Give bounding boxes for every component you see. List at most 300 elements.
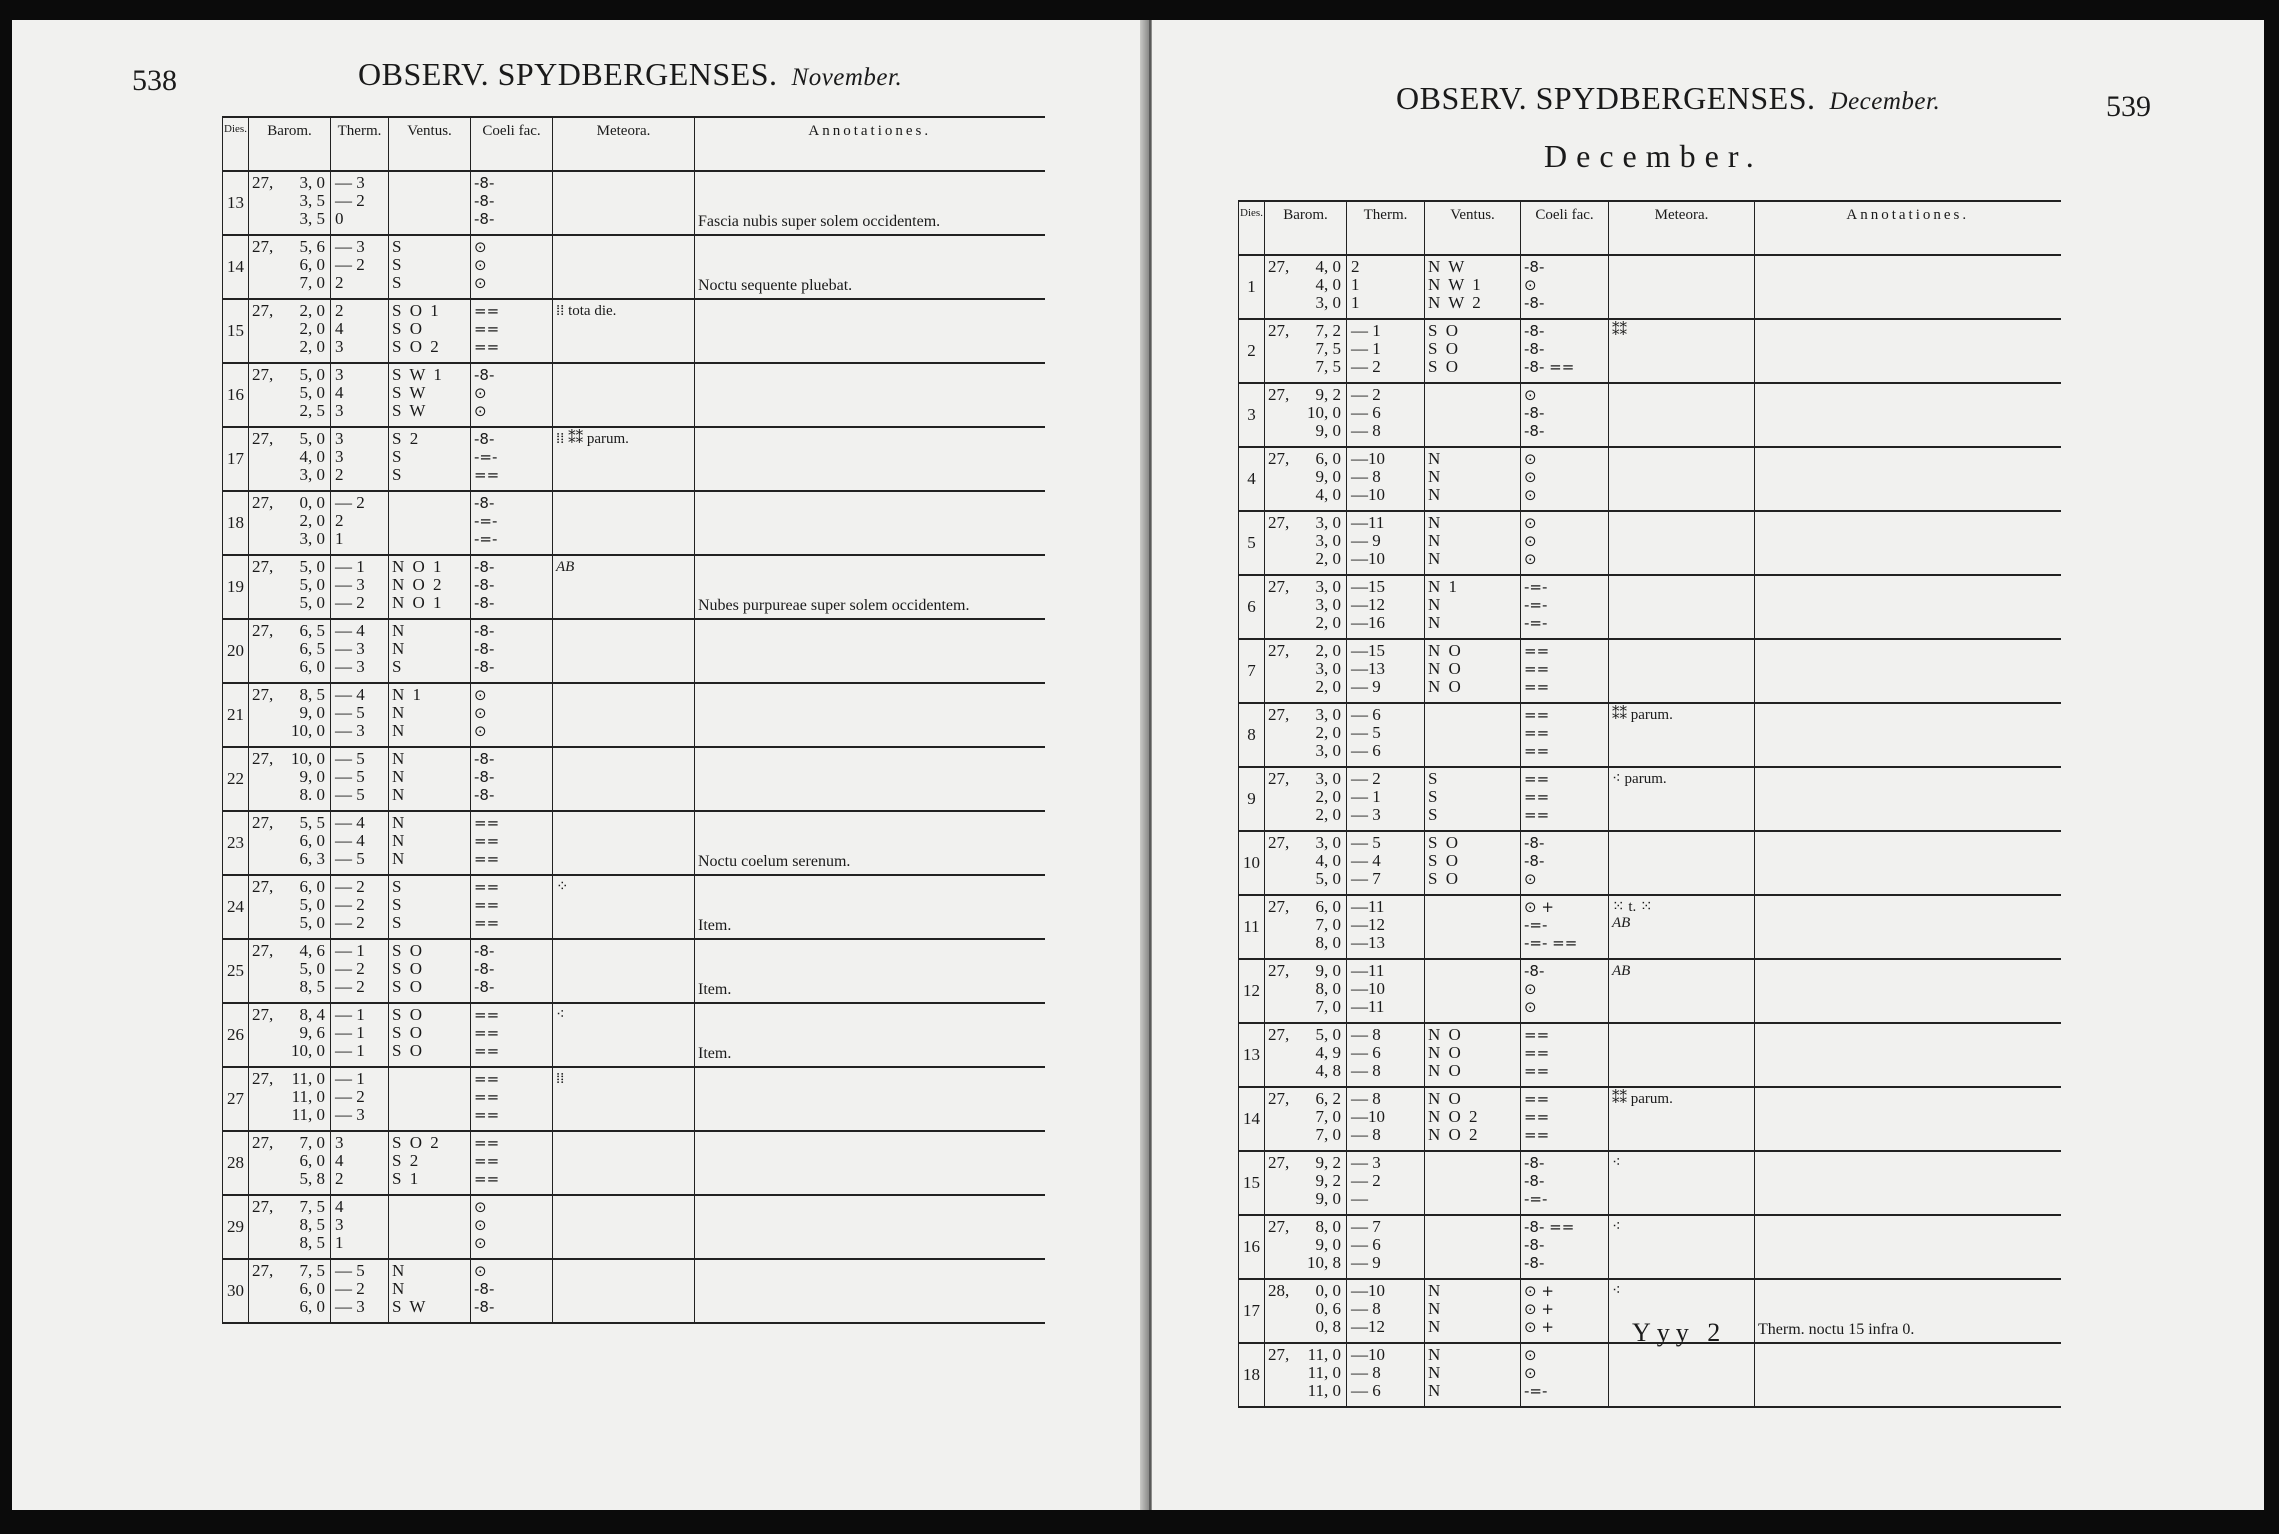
sky-reading: ⊙ [1524,532,1537,550]
barometer-inches: 27, [1268,513,1290,532]
therm-reading: — 6 [1351,705,1381,724]
wind-reading: S O [392,1041,424,1060]
barometer-cell [249,427,331,491]
barometer-cell [249,299,331,363]
sky-cell [1521,703,1609,767]
therm-reading: — 8 [1351,1125,1381,1144]
wind-reading: N [1428,549,1443,568]
baro-reading: 9, 0 [299,703,325,722]
barometer-cell [1265,1279,1347,1343]
day-row [223,1131,1045,1195]
day-number: 15 [223,299,249,363]
barometer-cell [249,811,331,875]
day-row [223,875,1045,939]
sky-reading: == [474,338,500,356]
baro-reading: 5, 0 [299,365,325,384]
sky-reading: == [1524,724,1550,742]
day-number: 4 [1239,447,1265,511]
wind-reading: N [1428,1363,1443,1382]
therm-reading: 1 [335,529,344,548]
day-row [1239,1023,2061,1087]
wind-reading [1428,962,1517,980]
therm-reading: — 3 [335,173,365,192]
therm-reading: — 2 [1351,385,1381,404]
wind-reading: N [392,849,407,868]
sky-reading: ⊙ + [1524,1282,1554,1300]
baro-reading: 2, 0 [1315,677,1341,696]
baro-reading: 2, 0 [1315,549,1341,568]
november-observation-table [222,116,1045,1324]
baro-reading: 9, 2 [1315,1153,1341,1172]
meteora-text: ⁖ [1612,1155,1621,1171]
day-number: 17 [223,427,249,491]
baro-reading: 5, 0 [1315,869,1341,888]
sky-cell [1521,255,1609,319]
meteora-cell [1609,255,1755,319]
day-row [1239,767,2061,831]
day-row [223,811,1045,875]
annotation-cell [1755,831,2061,895]
sky-reading: == [474,1088,500,1106]
column-header-thermometer: Therm. [1347,201,1425,255]
baro-reading: 11, 0 [291,1069,325,1088]
sky-reading: -8- [474,960,495,978]
therm-reading: —12 [1351,915,1385,934]
sky-reading: == [474,302,500,320]
sky-reading: ⊙ [1524,550,1537,568]
right-running-head-title: OBSERV. SPYDBERGENSES. [1396,80,1816,116]
wind-cell [1425,447,1521,511]
therm-reading: 3 [335,1133,344,1152]
sky-reading: -=- == [1524,934,1578,952]
day-row [223,1003,1045,1067]
therm-reading: —11 [1351,997,1385,1016]
baro-reading: 0, 0 [299,493,325,512]
barometer-inches: 27, [252,1261,274,1280]
therm-reading: — 1 [335,557,365,576]
day-row [1239,639,2061,703]
wind-reading: S O [1428,869,1460,888]
therm-reading: 2 [335,511,344,530]
barometer-inches: 27, [252,557,274,576]
day-number: 7 [1239,639,1265,703]
day-number: 22 [223,747,249,811]
therm-reading: — 7 [1351,1217,1381,1236]
sky-reading: ⊙ [474,704,487,722]
day-row [1239,1087,2061,1151]
barometer-cell [249,747,331,811]
day-row [223,427,1045,491]
baro-reading: 0, 0 [1315,1281,1341,1300]
left-page-number: 538 [132,64,177,97]
wind-reading: N [1428,467,1443,486]
column-header-wind: Ventus. [1425,201,1521,255]
meteora-text: ⁙ t. ⁙ [1612,899,1653,915]
meteora-ab-mark: AB [556,559,575,575]
baro-reading: 0, 8 [1315,1317,1341,1336]
sky-cell [1521,959,1609,1023]
wind-reading: S W [392,1297,428,1316]
sky-cell [1521,1023,1609,1087]
wind-cell [389,875,471,939]
baro-reading: 10, 8 [1307,1253,1341,1272]
annotation-cell: Noctu sequente pluebat. [695,235,1045,299]
day-number: 28 [223,1131,249,1195]
wind-reading: N [392,749,407,768]
sky-cell [471,1003,553,1067]
baro-reading: 8, 5 [299,685,325,704]
therm-reading: 2 [335,273,344,292]
sky-reading: -8- [474,430,495,448]
sky-reading: == [1524,1108,1550,1126]
annotation-cell [1755,959,2061,1023]
baro-reading: 9, 0 [1315,961,1341,980]
wind-reading [1428,1154,1517,1172]
sky-reading: == [474,1134,500,1152]
barometer-inches: 27, [1268,449,1290,468]
sky-reading: -8- [474,640,495,658]
day-row [1239,575,2061,639]
wind-reading: N [1428,531,1443,550]
therm-reading: — 1 [335,1005,365,1024]
meteora-cell [1609,1087,1755,1151]
wind-reading [392,1070,467,1088]
baro-reading: 10, 0 [291,749,325,768]
wind-reading: N [392,1261,407,1280]
sky-reading: ⊙ [474,274,487,292]
thermometer-cell [1347,959,1425,1023]
wind-cell [389,363,471,427]
meteora-cell [1609,1151,1755,1215]
day-row [223,555,1045,619]
wind-reading [1428,998,1517,1016]
sky-cell [471,363,553,427]
wind-cell [1425,383,1521,447]
wind-reading: S [392,465,404,484]
baro-reading: 9, 2 [1315,385,1341,404]
barometer-cell [249,1067,331,1131]
meteora-cell [1609,1023,1755,1087]
meteora-text: ⁖ [556,1007,565,1023]
baro-reading: 5, 0 [299,959,325,978]
sky-reading: ⊙ [474,1234,487,1252]
therm-reading: 1 [335,1233,344,1252]
wind-reading: S O 1 [392,301,441,320]
day-row [223,363,1045,427]
wind-cell [389,235,471,299]
baro-reading: 4, 0 [1315,485,1341,504]
therm-reading: — 8 [1351,1299,1381,1318]
meteora-text: ⁞⁞ ⁑⁑ parum. [556,431,629,447]
baro-reading: 3, 0 [1315,595,1341,614]
sky-reading: == [474,1070,500,1088]
therm-reading: — 7 [1351,869,1381,888]
wind-reading: S O [392,1023,424,1042]
annotation-cell [695,427,1045,491]
therm-reading: — 8 [1351,1025,1381,1044]
wind-reading [392,1106,467,1124]
therm-reading: 4 [335,383,344,402]
wind-reading: N [392,785,407,804]
wind-reading: S O [392,977,424,996]
annotation-cell [695,1259,1045,1323]
day-number: 13 [223,171,249,235]
sky-reading: == [474,1024,500,1042]
sky-reading: -8- == [1524,1218,1575,1236]
therm-reading: —15 [1351,641,1385,660]
wind-reading: N [392,1279,407,1298]
therm-reading: — 3 [335,721,365,740]
wind-reading: N [392,831,407,850]
column-header-annotations: Annotationes. [695,117,1045,171]
day-number: 23 [223,811,249,875]
baro-reading: 9, 0 [299,767,325,786]
sky-reading: -8- [474,978,495,996]
annotation-cell [1755,575,2061,639]
therm-reading: 4 [335,1151,344,1170]
wind-cell [389,1195,471,1259]
thermometer-cell [331,555,389,619]
barometer-cell [249,683,331,747]
thermometer-cell [1347,1151,1425,1215]
sky-cell [471,619,553,683]
barometer-cell [1265,1151,1347,1215]
barometer-inches: 27, [252,1133,274,1152]
therm-reading: — 5 [1351,833,1381,852]
day-row [1239,703,2061,767]
baro-reading: 3, 0 [1315,833,1341,852]
day-row [1239,831,2061,895]
barometer-cell [249,939,331,1003]
wind-reading: N 1 [1428,577,1460,596]
baro-reading: 2, 0 [299,511,325,530]
baro-reading: 3, 0 [1315,769,1341,788]
thermometer-cell [1347,1215,1425,1279]
sky-reading: -8- [1524,322,1545,340]
therm-reading: —10 [1351,549,1385,568]
wind-cell [389,427,471,491]
wind-reading: S [392,255,404,274]
therm-reading: 2 [1351,257,1360,276]
sky-cell [1521,1279,1609,1343]
month-title: December. [1544,138,1763,174]
sky-reading: -8- [474,558,495,576]
meteora-cell [553,939,695,1003]
day-row [223,1259,1045,1323]
wind-reading [392,1216,467,1234]
thermometer-cell [331,1067,389,1131]
column-header-sky: Coeli fac. [1521,201,1609,255]
meteora-cell [553,1195,695,1259]
annotation-cell [695,491,1045,555]
barometer-inches: 27, [1268,1153,1290,1172]
barometer-cell [249,1131,331,1195]
baro-reading: 5, 0 [299,913,325,932]
day-number: 21 [223,683,249,747]
column-header-day: Dies. [1239,201,1265,255]
day-row [1239,959,2061,1023]
baro-reading: 8, 0 [1315,933,1341,952]
baro-reading: 10, 0 [291,1041,325,1060]
baro-reading: 10, 0 [1307,403,1341,422]
baro-reading: 0, 6 [1315,1299,1341,1318]
baro-reading: 4, 6 [299,941,325,960]
baro-reading: 9, 0 [1315,467,1341,486]
wind-reading: N [392,703,407,722]
sky-reading: -8- == [1524,358,1575,376]
thermometer-cell [1347,1343,1425,1407]
therm-reading: 3 [335,447,344,466]
day-number: 20 [223,619,249,683]
annotation-cell [695,747,1045,811]
wind-reading [1428,742,1517,760]
therm-reading: — 3 [1351,805,1381,824]
therm-reading: — 1 [335,1069,365,1088]
baro-reading: 7, 2 [1315,321,1341,340]
annotation-cell [1755,319,2061,383]
wind-reading: N O 1 [392,557,444,576]
wind-cell [1425,575,1521,639]
day-row [223,1067,1045,1131]
wind-reading: N [1428,1281,1443,1300]
sky-reading: -8- [1524,1154,1545,1172]
sky-reading: -8- [1524,1236,1545,1254]
baro-reading: 5, 0 [299,895,325,914]
therm-reading: — 8 [1351,421,1381,440]
sky-reading: == [474,914,500,932]
therm-reading: — 1 [1351,321,1381,340]
day-number: 12 [1239,959,1265,1023]
baro-reading: 4, 0 [299,447,325,466]
wind-cell [1425,831,1521,895]
therm-reading: — 1 [1351,787,1381,806]
column-header-day: Dies. [223,117,249,171]
meteora-text: ⁞⁞ tota die. [556,303,617,319]
wind-reading: S [392,913,404,932]
therm-reading: — 4 [335,831,365,850]
baro-reading: 9, 6 [299,1023,325,1042]
barometer-cell [1265,511,1347,575]
sky-reading: ⊙ [474,384,487,402]
wind-reading: N W 1 [1428,275,1483,294]
wind-cell [389,1259,471,1323]
sky-cell [471,299,553,363]
day-number: 13 [1239,1023,1265,1087]
barometer-inches: 27, [252,813,274,832]
baro-reading: 3, 0 [1315,513,1341,532]
barometer-cell [249,1003,331,1067]
baro-reading: 3, 0 [1315,293,1341,312]
wind-reading: S W [392,383,428,402]
sky-reading: == [1524,706,1550,724]
sky-reading: -=- [1524,1190,1548,1208]
wind-cell [389,1131,471,1195]
sky-reading: == [1524,678,1550,696]
wind-reading: S W 1 [392,365,444,384]
sky-reading: ⊙ [1524,870,1537,888]
barometer-inches: 27, [252,941,274,960]
sky-reading: -8- [1524,294,1545,312]
baro-reading: 11, 0 [291,1087,325,1106]
barometer-cell [1265,959,1347,1023]
sky-reading: == [474,1170,500,1188]
therm-reading: — 2 [335,1279,365,1298]
day-row [223,683,1045,747]
sky-reading: -8- [474,576,495,594]
sky-cell [471,427,553,491]
thermometer-cell [1347,1279,1425,1343]
wind-cell [1425,639,1521,703]
wind-reading: N O [1428,677,1463,696]
barometer-inches: 27, [1268,1025,1290,1044]
baro-reading: 11, 0 [1307,1345,1341,1364]
meteora-cell [553,1067,695,1131]
sky-cell [471,1195,553,1259]
sky-reading: ⊙ [474,1216,487,1234]
baro-reading: 9, 0 [1315,421,1341,440]
wind-reading: N [1428,1299,1443,1318]
barometer-inches: 27, [1268,385,1290,404]
barometer-inches: 27, [1268,1345,1290,1364]
sky-reading: -8- [474,210,495,228]
column-header-wind: Ventus. [389,117,471,171]
baro-reading: 5, 0 [1315,1025,1341,1044]
baro-reading: 3, 0 [1315,705,1341,724]
wind-reading: S O [1428,321,1460,340]
sky-reading: ⊙ [1524,468,1537,486]
day-row [1239,447,2061,511]
day-row [1239,1215,2061,1279]
sky-reading: == [1524,1090,1550,1108]
therm-reading: 3 [335,429,344,448]
barometer-inches: 27, [252,1197,274,1216]
baro-reading: 8. 0 [299,785,325,804]
barometer-inches: 27, [1268,1217,1290,1236]
baro-reading: 3, 0 [299,465,325,484]
sky-cell [1521,511,1609,575]
baro-reading: 2, 0 [1315,805,1341,824]
therm-reading: — 5 [335,785,365,804]
meteora-cell [1609,319,1755,383]
therm-reading: 3 [335,365,344,384]
therm-reading: — 3 [335,1105,365,1124]
baro-reading: 2, 0 [299,301,325,320]
therm-reading: 4 [335,319,344,338]
therm-reading: —10 [1351,1281,1385,1300]
sky-cell [471,171,553,235]
wind-reading [392,210,467,228]
meteora-cell [553,747,695,811]
barometer-inches: 27, [1268,705,1290,724]
therm-reading: — 2 [335,493,365,512]
sky-reading: -8- [474,942,495,960]
wind-reading: S O [1428,357,1460,376]
day-row [1239,895,2061,959]
baro-reading: 2, 0 [1315,641,1341,660]
baro-reading: 7, 0 [299,1133,325,1152]
barometer-inches: 27, [1268,257,1290,276]
thermometer-cell [331,1195,389,1259]
wind-reading: S O [392,1005,424,1024]
baro-reading: 9, 2 [1315,1171,1341,1190]
sky-reading: -8- [474,174,495,192]
wind-cell [1425,703,1521,767]
day-number: 25 [223,939,249,1003]
meteora-text: ⁘ [556,879,569,895]
sky-reading: -8- [1524,258,1545,276]
day-number: 10 [1239,831,1265,895]
wind-reading: N [392,639,407,658]
